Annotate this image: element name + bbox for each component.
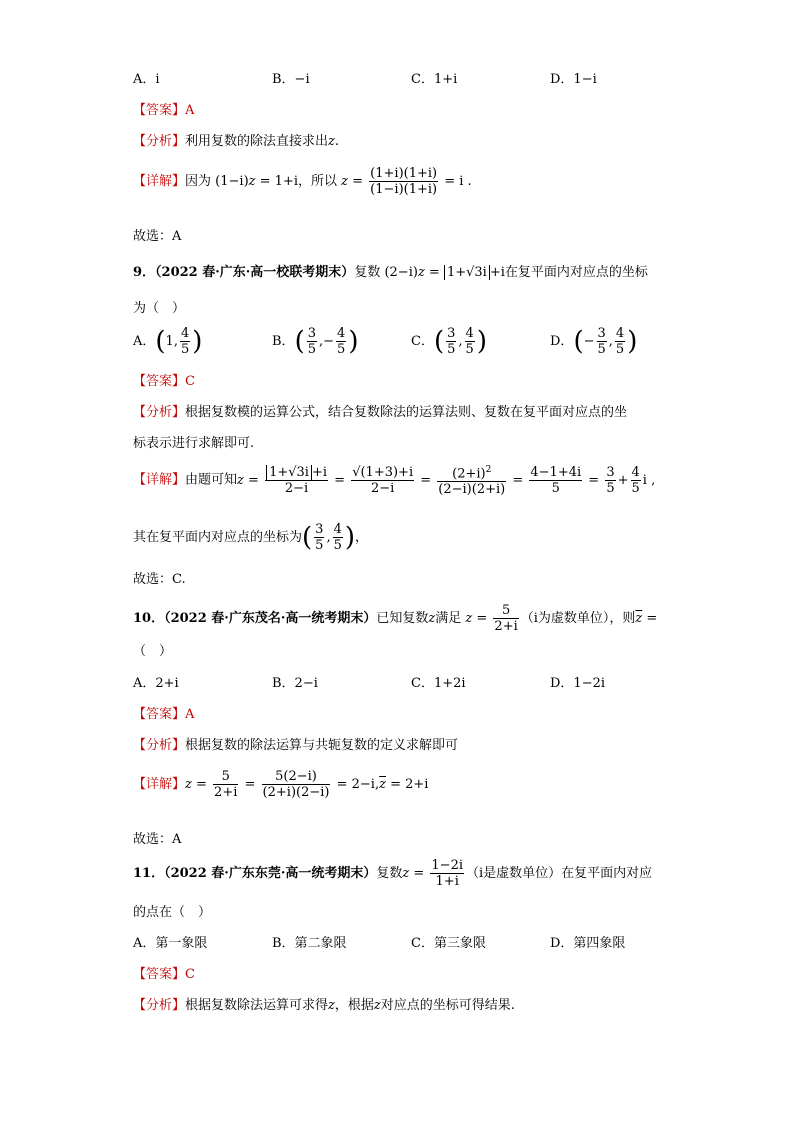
detail-prefix: 因为 [185,174,212,189]
q11-stem [133,858,652,889]
q9-analysis [133,401,627,420]
analysis-text: ，根据 [334,998,374,1013]
q9-stem [133,261,648,280]
stem-text: （i是虚数单位）在复平面内对应 [466,866,653,881]
q11-analysis: 【分析】根据复数除法运算可求得z，根据z对应点的坐标可得结果. [133,998,515,1013]
answer-value: A [185,707,195,722]
analysis-tag: 【分析】 [133,998,186,1013]
q10-stem: 10．（2022 春·广东茂名·高一统考期末）已知复数z满足 z = $\frac{5}{2+i}$ （i为虚数单位），则$\overline{z}$ = [133,603,658,634]
detail-tag: 【详解】 [133,174,186,189]
analysis-text: 根据复数除法运算可求得 [185,998,329,1013]
q8-conclusion: 故选：A [133,229,182,244]
question-number: 9． [133,265,156,280]
q10-option-b: B．2−i [272,676,318,691]
q9-detail [133,463,655,497]
q11-stem-line2: 的点在（ ） [133,905,212,920]
q10-option-c: C．1+2i [411,676,466,691]
question-number: 11． [133,866,165,881]
q8-option-d: D．1−i [550,72,597,87]
q10-detail [133,769,428,800]
q11-option-a: A．第一象限 [133,936,208,951]
analysis-tag: 【分析】 [133,738,186,753]
stem-text: （i为虚数单位），则 [520,611,636,626]
analysis-tag: 【分析】 [133,134,186,149]
detail-tag: 【详解】 [133,472,186,488]
stem-text: 满足 [435,611,462,626]
answer-tag: 【答案】 [133,707,186,722]
analysis-text: 对应点的坐标可得结果. [380,998,515,1013]
q8-option-c: C．1+i [411,72,458,87]
q9-analysis-line2: 标表示进行求解即可. [133,436,255,451]
q10-stem-equation: z = $\frac{5}{2+i}$ [465,603,518,634]
analysis-var: z. [328,134,340,149]
q11-option-d: D．第四象限 [550,936,626,951]
stem-text: 复数 [354,265,381,280]
q9-coordinate-line [133,522,368,553]
analysis-text: 根据复数的除法运算与共轭复数的定义求解即可 [185,738,459,753]
stem-text: 在复平面内对应点的坐标 [504,265,648,280]
q8-option-a: A．i [133,72,160,87]
question-source: （2022 春·广东东莞·高一统考期末） [164,866,377,881]
answer-tag: 【答案】 [133,967,186,982]
q9-option-d: D．(− $\frac{3}{5}$ , $\frac{4}{5}$ ) [550,326,638,357]
q9-stem-line2: 为（ ） [133,301,186,316]
q9-option-b: B．( $\frac{3}{5}$ ,− $\frac{4}{5}$ ) [272,326,359,357]
q8-detail-eq2: z = $\frac{(1+i)(1+i)}{(1-i)(1+i)}$ = i . [341,166,472,197]
question-number: 10． [133,611,165,626]
q9-conclusion: 故选：C. [133,572,186,587]
stem-text: 复数 [376,866,403,881]
detail-prefix: 由题可知 [185,472,238,488]
q10-answer [133,703,194,722]
analysis-text: 利用复数的除法直接求出 [185,134,329,149]
q11-answer [133,963,195,982]
q9-option-c: C．( $\frac{3}{5}$ , $\frac{4}{5}$ ) [411,326,487,357]
question-source: （2022 春·广东茂名·高一统考期末） [164,611,377,626]
q9-answer [133,370,195,389]
answer-value: A [185,103,195,118]
q8-option-b: B．−i [272,72,310,87]
answer-tag: 【答案】 [133,374,186,389]
q11-option-b: B．第二象限 [272,936,347,951]
q10-analysis [133,734,458,753]
q8-answer [133,99,194,118]
q10-detail-equation: z = $\frac{5}{2+i}$ = $\frac{5(2-i)}{(2+i)(2-i)}$ = $2-i,\overline{z} = 2+i$ [185,769,429,800]
q8-analysis [133,130,339,149]
answer-value: C [185,967,195,982]
question-source: （2022 春·广东·高一校联考期末） [155,265,355,280]
coord-text: 其在复平面内对应点的坐标为 [133,530,303,545]
q10-stem-line2: （ ） [133,644,173,659]
answer-tag: 【答案】 [133,103,186,118]
analysis-text: 根据复数模的运算公式，结合复数除法的运算法则、复数在复平面对应点的坐 [185,405,628,420]
q9-option-a: A．(1, $\frac{4}{5}$ ) [133,326,203,357]
q9-detail-equation: z = $\frac{1+√3i +i}{2-i}$ = $\frac{√(1+3)+i}{2-i}$ = $\frac{(2+i)^2}{(2-i)(2+i)}$ = $\frac{4-1+4i}{5}$ = $\frac{3}{5}$ + $\frac{4}{5}$ i , [237,464,656,498]
q11-stem-equation: z = $\frac{1-2i}{1+i}$ [402,858,463,889]
answer-value: C [185,374,195,389]
q8-detail-eq1: (1−i)z = 1+i [215,174,298,189]
q11-option-c: C．第三象限 [411,936,486,951]
q10-option-a: A．2+i [133,676,179,691]
stem-text: 已知复数 [376,611,429,626]
q8-detail [133,166,472,197]
q10-option-d: D．1−2i [550,676,606,691]
q10-conclusion: 故选：A [133,832,182,847]
q9-stem-equation: (2−i)z = 1+√3i +i [384,265,505,280]
detail-mid: ，所以 [297,174,337,189]
q9-coordinate-value: ( $\frac{3}{5}$ , $\frac{4}{5}$ )， [302,522,369,553]
analysis-tag: 【分析】 [133,405,186,420]
detail-tag: 【详解】 [133,777,186,792]
